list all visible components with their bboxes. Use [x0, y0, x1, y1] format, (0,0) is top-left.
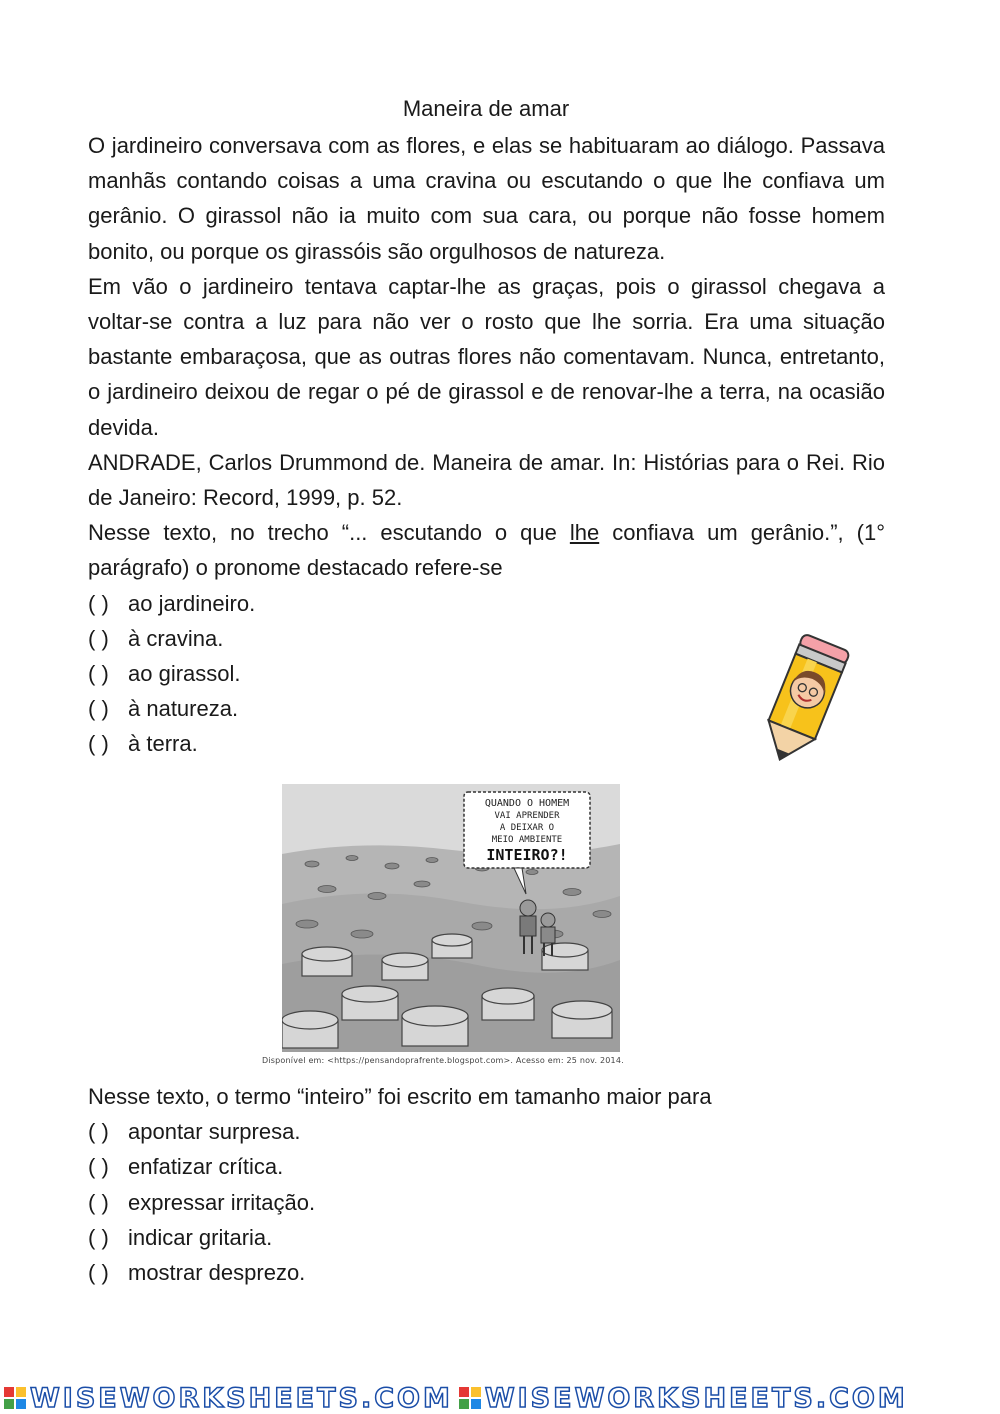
highlighted-pronoun: lhe	[569, 520, 600, 546]
question-2-option[interactable]: ( ) mostrar desprezo.	[88, 1255, 885, 1290]
footer-watermark	[0, 1382, 1000, 1414]
deforestation-cartoon	[282, 784, 620, 1052]
answer-checkbox[interactable]: ( )	[88, 1119, 109, 1145]
story-paragraph-2: Em vão o jardineiro tentava captar-lhe as graças, pois o girassol chegava a voltar-se contra a luz para não ver o rosto que lhe sorria. Era uma situação bastante embaraçosa, que as outras flores não comentavam. Nunca, entretanto, o jardineiro deixou de regar o pé de girassol e de renovar-lhe a terra, na ocasião devida.	[88, 273, 885, 440]
speech-emphasis: INTEIRO?!	[486, 846, 568, 864]
citation: ANDRADE, Carlos Drummond de. Maneira de amar. In: Histórias para o Rei. Rio de Janeiro: Record, 1999, p. 52.	[88, 449, 885, 511]
question-2-prompt: Nesse texto, o termo “inteiro” foi escrito em tamanho maior para	[88, 1084, 712, 1109]
page-title: Maneira de amar	[402, 96, 570, 121]
answer-checkbox[interactable]: ( )	[88, 590, 109, 616]
question-2-option[interactable]: ( ) expressar irritação.	[88, 1185, 885, 1220]
question-2-option[interactable]: ( ) indicar gritaria.	[88, 1220, 885, 1255]
speech-line: QUANDO O HOMEM	[484, 798, 570, 809]
question-1-option[interactable]: ( ) ao jardineiro.	[88, 586, 885, 621]
pencil-mascot-icon	[748, 632, 858, 772]
brand-logo-icon	[459, 1387, 481, 1409]
story-paragraph-1: O jardineiro conversava com as flores, e elas se habituaram ao diálogo. Passava manhãs contando coisas a uma cravina ou escutando o que lhe confiava um gerânio. O girassol não ia muito com sua cara, ou porque não fosse homem bonito, ou porque os girassóis são orgulhosos de natureza.	[88, 133, 885, 264]
question-2-option[interactable]: ( ) enfatizar crítica.	[88, 1149, 885, 1184]
question-1-option[interactable]: ( ) à cravina.	[88, 621, 885, 656]
brand-text: WISEWORKSHEETS.COM	[30, 1382, 453, 1414]
footer-brand-left	[4, 1382, 453, 1414]
answer-checkbox[interactable]: ( )	[88, 625, 109, 651]
question-1-option[interactable]: ( ) à terra.	[88, 726, 885, 761]
question-1-option[interactable]: ( ) à natureza.	[88, 691, 885, 726]
question-2	[88, 1079, 885, 1290]
answer-checkbox[interactable]: ( )	[88, 661, 109, 687]
question-2-option[interactable]: ( ) apontar surpresa.	[88, 1114, 885, 1149]
footer-brand-right	[459, 1382, 908, 1414]
question-1-prompt: Nesse texto, no trecho “... escutando o que lhe confiava um gerânio.”, (1° parágrafo) o pronome destacado refere-se	[88, 520, 885, 581]
answer-checkbox[interactable]: ( )	[88, 1259, 109, 1285]
speech-line: A DEIXAR O	[499, 823, 555, 833]
brand-text: WISEWORKSHEETS.COM	[484, 1382, 908, 1414]
answer-checkbox[interactable]: ( )	[88, 1154, 109, 1180]
brand-logo-icon	[4, 1387, 26, 1409]
answer-checkbox[interactable]: ( )	[88, 1189, 109, 1215]
answer-checkbox[interactable]: ( )	[88, 1224, 109, 1250]
answer-checkbox[interactable]: ( )	[88, 696, 109, 722]
speech-line: VAI APRENDER	[494, 811, 560, 821]
cartoon-credit: Disponível em: <https://pensandoprafrente.blogspot.com>. Acesso em: 25 nov. 2014.	[262, 1056, 624, 1065]
question-1-option[interactable]: ( ) ao girassol.	[88, 656, 885, 691]
speech-line: MEIO AMBIENTE	[491, 835, 563, 845]
answer-checkbox[interactable]: ( )	[88, 731, 109, 757]
